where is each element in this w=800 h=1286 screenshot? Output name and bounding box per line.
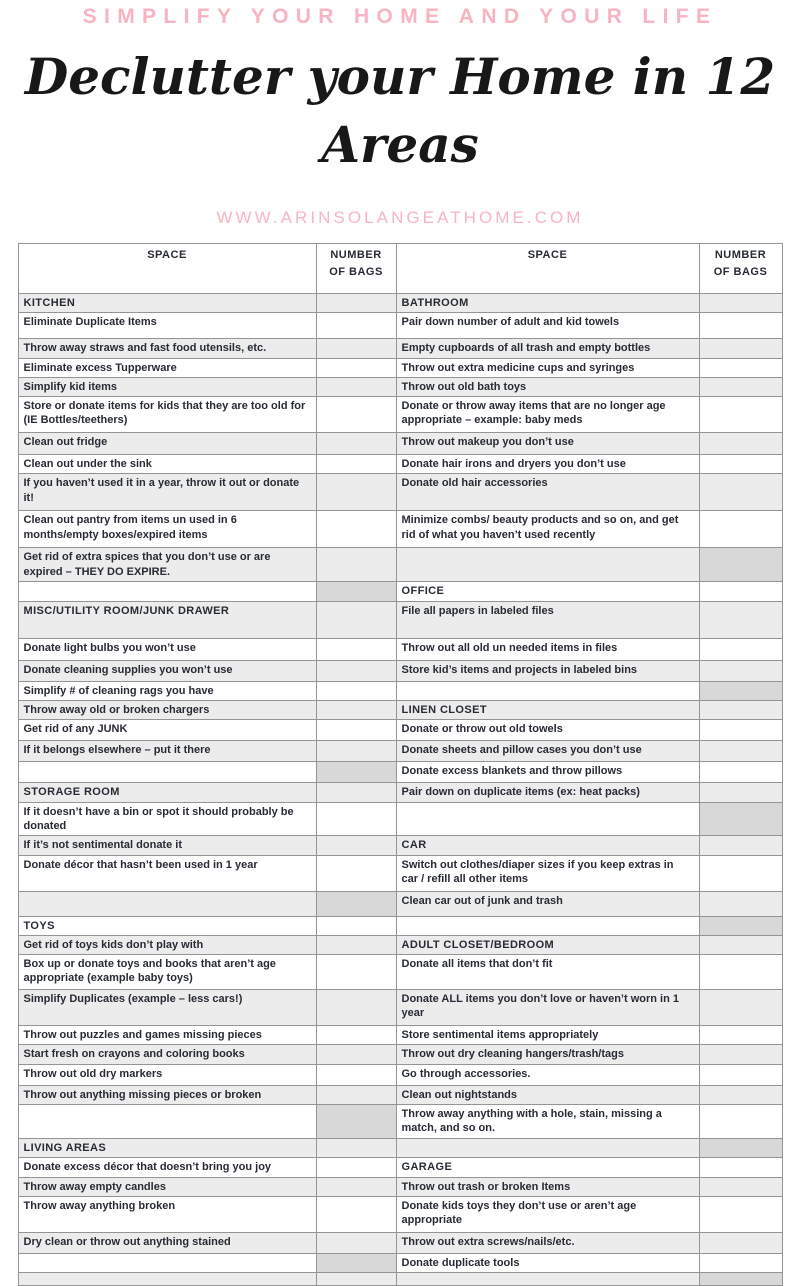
bags-count-cell [316, 511, 396, 548]
section-header-cell: CAR [396, 836, 699, 855]
bags-count-cell [316, 855, 396, 891]
page-title: Declutter your Home in 12 Areas [24, 47, 776, 174]
bags-count-cell [699, 1085, 782, 1104]
table-row [18, 701, 782, 720]
bags-count-cell [699, 582, 782, 601]
section-header-cell: BATHROOM [396, 294, 699, 313]
column-header-space-left: SPACE [18, 244, 316, 294]
bags-count-cell [316, 681, 396, 700]
bags-count-cell [316, 548, 396, 582]
bags-count-cell [316, 836, 396, 855]
empty-space-cell [396, 1139, 699, 1158]
bags-count-cell [699, 802, 782, 836]
task-cell: Donate or throw out old towels [396, 720, 699, 741]
bags-count-cell [316, 1045, 396, 1064]
task-cell: Box up or donate toys and books that aren’t age appropriate (example baby toys) [18, 955, 316, 990]
task-cell: Simplify Duplicates (example – less cars!) [18, 990, 316, 1026]
bags-count-cell [316, 701, 396, 720]
table-row [18, 783, 782, 802]
task-cell: Throw out anything missing pieces or broken [18, 1085, 316, 1104]
bags-count-cell [316, 1139, 396, 1158]
checklist-table [18, 243, 783, 1286]
task-cell: Throw out dry cleaning hangers/trash/tags [396, 1045, 699, 1064]
table-row [18, 1026, 782, 1045]
task-cell: Throw out makeup you don’t use [396, 433, 699, 455]
empty-space-cell [18, 1105, 316, 1139]
bags-count-cell [316, 1064, 396, 1085]
task-cell: Donate all items that don’t fit [396, 955, 699, 990]
bags-count-cell [699, 313, 782, 339]
table-row [18, 1105, 782, 1139]
bags-count-cell [316, 741, 396, 762]
task-cell: Donate kids toys they don’t use or aren’t age appropriate [396, 1196, 699, 1232]
column-header-bags-left: NUMBER OF BAGS [316, 244, 396, 294]
bags-count-cell [699, 433, 782, 455]
table-header-row [18, 244, 782, 294]
bags-count-cell [316, 582, 396, 601]
section-header-cell: TOYS [18, 916, 316, 935]
bags-count-cell [699, 783, 782, 802]
bags-count-cell [699, 701, 782, 720]
task-cell: Donate ALL items you don’t love or haven’t worn in 1 year [396, 990, 699, 1026]
checklist-rows [18, 294, 782, 1286]
task-cell: Donate excess blankets and throw pillows [396, 762, 699, 783]
table-row [18, 720, 782, 741]
task-cell: Throw away anything broken [18, 1196, 316, 1232]
bags-count-cell [699, 358, 782, 377]
section-header-cell: OFFICE [396, 582, 699, 601]
table-row [18, 935, 782, 954]
table-row [18, 294, 782, 313]
task-cell: Throw out extra medicine cups and syringes [396, 358, 699, 377]
bags-count-cell [316, 916, 396, 935]
table-row [18, 1273, 782, 1286]
task-cell: Throw out extra screws/nails/etc. [396, 1232, 699, 1253]
task-cell: Donate duplicate tools [396, 1253, 699, 1272]
task-cell: Donate décor that hasn’t been used in 1 year [18, 855, 316, 891]
bags-count-cell [699, 720, 782, 741]
bags-count-cell [699, 836, 782, 855]
bags-count-cell [316, 762, 396, 783]
bags-count-cell [316, 638, 396, 660]
bags-count-cell [316, 802, 396, 836]
bags-count-cell [699, 1158, 782, 1177]
bags-count-cell [699, 339, 782, 358]
task-cell: Get rid of any JUNK [18, 720, 316, 741]
table-row [18, 1045, 782, 1064]
bags-count-cell [316, 955, 396, 990]
table-row [18, 1139, 782, 1158]
bags-count-cell [699, 1064, 782, 1085]
table-row [18, 433, 782, 455]
table-row [18, 1232, 782, 1253]
bags-count-cell [699, 1026, 782, 1045]
task-cell: Donate old hair accessories [396, 474, 699, 511]
bags-count-cell [699, 1253, 782, 1272]
table-row [18, 855, 782, 891]
section-header-cell: STORAGE ROOM [18, 783, 316, 802]
empty-space-cell [396, 916, 699, 935]
bags-count-cell [316, 1273, 396, 1286]
bags-count-cell [316, 1177, 396, 1196]
bags-count-cell [316, 1158, 396, 1177]
task-cell: Minimize combs/ beauty products and so on, and get rid of what you haven’t used recently [396, 511, 699, 548]
bags-count-cell [316, 397, 396, 433]
bags-count-cell [316, 1026, 396, 1045]
tagline: SIMPLIFY YOUR HOME AND YOUR LIFE [82, 5, 718, 28]
empty-space-cell [396, 1273, 699, 1286]
table-row [18, 377, 782, 396]
bags-count-cell [316, 339, 396, 358]
table-row [18, 762, 782, 783]
bags-count-cell [316, 313, 396, 339]
table-row [18, 660, 782, 681]
section-header-cell: LIVING AREAS [18, 1139, 316, 1158]
bags-count-cell [316, 433, 396, 455]
table-row [18, 601, 782, 638]
bags-count-cell [316, 474, 396, 511]
table-row [18, 313, 782, 339]
table-row [18, 397, 782, 433]
task-cell: Switch out clothes/diaper sizes if you keep extras in car / refill all other items [396, 855, 699, 891]
empty-space-cell [396, 681, 699, 700]
task-cell: Pair down number of adult and kid towels [396, 313, 699, 339]
task-cell: Throw out old bath toys [396, 377, 699, 396]
bags-count-cell [699, 681, 782, 700]
bags-count-cell [699, 397, 782, 433]
bags-count-cell [316, 990, 396, 1026]
table-row [18, 1177, 782, 1196]
task-cell: Clean out under the sink [18, 455, 316, 474]
task-cell: Eliminate Duplicate Items [18, 313, 316, 339]
empty-space-cell [18, 582, 316, 601]
table-row [18, 1253, 782, 1272]
table-row [18, 358, 782, 377]
section-header-cell: KITCHEN [18, 294, 316, 313]
bags-count-cell [316, 1196, 396, 1232]
task-cell: If it belongs elsewhere – put it there [18, 741, 316, 762]
task-cell: Dry clean or throw out anything stained [18, 1232, 316, 1253]
bags-count-cell [699, 990, 782, 1026]
bags-count-cell [699, 1045, 782, 1064]
bags-count-cell [316, 601, 396, 638]
bags-count-cell [699, 1139, 782, 1158]
bags-count-cell [699, 1177, 782, 1196]
bags-count-cell [316, 720, 396, 741]
task-cell: Donate light bulbs you won’t use [18, 638, 316, 660]
empty-space-cell [396, 548, 699, 582]
table-row [18, 511, 782, 548]
bags-count-cell [316, 294, 396, 313]
bags-count-cell [699, 855, 782, 891]
task-cell: If you haven’t used it in a year, throw it out or donate it! [18, 474, 316, 511]
table-row [18, 916, 782, 935]
task-cell: Throw away empty candles [18, 1177, 316, 1196]
task-cell: Start fresh on crayons and coloring books [18, 1045, 316, 1064]
bags-count-cell [316, 783, 396, 802]
task-cell: Donate cleaning supplies you won’t use [18, 660, 316, 681]
task-cell: Throw away anything with a hole, stain, missing a match, and so on. [396, 1105, 699, 1139]
task-cell: Empty cupboards of all trash and empty bottles [396, 339, 699, 358]
task-cell: If it’s not sentimental donate it [18, 836, 316, 855]
task-cell: If it doesn’t have a bin or spot it should probably be donated [18, 802, 316, 836]
task-cell: Donate hair irons and dryers you don’t use [396, 455, 699, 474]
task-cell: Store or donate items for kids that they are too old for (IE Bottles/teethers) [18, 397, 316, 433]
bags-count-cell [316, 1232, 396, 1253]
task-cell: Donate excess décor that doesn’t bring you joy [18, 1158, 316, 1177]
bags-count-cell [316, 358, 396, 377]
empty-space-cell [18, 891, 316, 916]
empty-space-cell [18, 762, 316, 783]
table-row [18, 1064, 782, 1085]
bags-count-cell [316, 935, 396, 954]
task-cell: Simplify kid items [18, 377, 316, 396]
bags-count-cell [699, 741, 782, 762]
bags-count-cell [699, 1273, 782, 1286]
section-header-cell: MISC/UTILITY ROOM/JUNK DRAWER [18, 601, 316, 638]
task-cell: Clean out fridge [18, 433, 316, 455]
task-cell: Donate or throw away items that are no longer age appropriate – example: baby meds [396, 397, 699, 433]
task-cell: Simplify # of cleaning rags you have [18, 681, 316, 700]
empty-space-cell [18, 1273, 316, 1286]
task-cell: Throw out puzzles and games missing pieces [18, 1026, 316, 1045]
bags-count-cell [699, 294, 782, 313]
section-header-cell: LINEN CLOSET [396, 701, 699, 720]
table-row [18, 802, 782, 836]
table-row [18, 681, 782, 700]
table-row [18, 836, 782, 855]
task-cell: Donate sheets and pillow cases you don’t use [396, 741, 699, 762]
bags-count-cell [699, 1105, 782, 1139]
bags-count-cell [316, 660, 396, 681]
task-cell: Go through accessories. [396, 1064, 699, 1085]
bags-count-cell [699, 548, 782, 582]
bags-count-cell [316, 377, 396, 396]
table-row [18, 990, 782, 1026]
task-cell: Pair down on duplicate items (ex: heat packs) [396, 783, 699, 802]
table-row [18, 741, 782, 762]
bags-count-cell [316, 455, 396, 474]
task-cell: Get rid of toys kids don’t play with [18, 935, 316, 954]
task-cell: Throw away old or broken chargers [18, 701, 316, 720]
bags-count-cell [699, 455, 782, 474]
bags-count-cell [699, 1232, 782, 1253]
table-row [18, 955, 782, 990]
table-row [18, 339, 782, 358]
task-cell: Clean out nightstands [396, 1085, 699, 1104]
bags-count-cell [699, 638, 782, 660]
empty-space-cell [18, 1253, 316, 1272]
task-cell: Throw out old dry markers [18, 1064, 316, 1085]
column-header-bags-right: NUMBER OF BAGS [699, 244, 782, 294]
bags-count-cell [316, 1253, 396, 1272]
bags-count-cell [699, 660, 782, 681]
table-row [18, 891, 782, 916]
column-header-space-right: SPACE [396, 244, 699, 294]
table-row [18, 638, 782, 660]
task-cell: Throw out trash or broken Items [396, 1177, 699, 1196]
bags-count-cell [699, 955, 782, 990]
empty-space-cell [396, 802, 699, 836]
bags-count-cell [316, 1105, 396, 1139]
bags-count-cell [699, 377, 782, 396]
bags-count-cell [699, 1196, 782, 1232]
table-row [18, 1158, 782, 1177]
table-row [18, 548, 782, 582]
task-cell: Clean out pantry from items un used in 6 months/empty boxes/expired items [18, 511, 316, 548]
table-row [18, 1196, 782, 1232]
website-url: WWW.ARINSOLANGEATHOME.COM [216, 208, 584, 227]
bags-count-cell [699, 511, 782, 548]
task-cell: Throw away straws and fast food utensils, etc. [18, 339, 316, 358]
table-row [18, 582, 782, 601]
task-cell: Eliminate excess Tupperware [18, 358, 316, 377]
bags-count-cell [699, 762, 782, 783]
table-row [18, 474, 782, 511]
section-header-cell: GARAGE [396, 1158, 699, 1177]
task-cell: File all papers in labeled files [396, 601, 699, 638]
bags-count-cell [699, 891, 782, 916]
bags-count-cell [699, 601, 782, 638]
section-header-cell: ADULT CLOSET/BEDROOM [396, 935, 699, 954]
bags-count-cell [316, 891, 396, 916]
bags-count-cell [699, 474, 782, 511]
task-cell: Store kid’s items and projects in labeled bins [396, 660, 699, 681]
task-cell: Clean car out of junk and trash [396, 891, 699, 916]
bags-count-cell [699, 916, 782, 935]
task-cell: Throw out all old un needed items in files [396, 638, 699, 660]
task-cell: Get rid of extra spices that you don’t use or are expired – THEY DO EXPIRE. [18, 548, 316, 582]
table-row [18, 1085, 782, 1104]
table-row [18, 455, 782, 474]
bags-count-cell [699, 935, 782, 954]
task-cell: Store sentimental items appropriately [396, 1026, 699, 1045]
bags-count-cell [316, 1085, 396, 1104]
